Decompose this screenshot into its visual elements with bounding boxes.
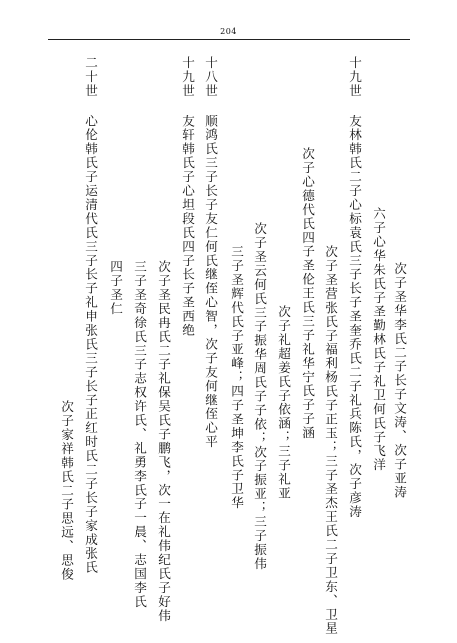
text-column: 三子圣奇徐氏三子志权许氏、礼勇李氏子一晨、志国李氏 bbox=[132, 260, 147, 609]
text-column: 次子圣民冉氏二子礼保吴氏子鹏飞，次一在礼伟纪氏子好伟 bbox=[156, 260, 171, 623]
text-column: 四子圣仁 bbox=[108, 260, 123, 316]
text-column: 次子心德代氏四子圣伦王氏三子礼华宁氏子子涵 bbox=[300, 147, 315, 440]
text-column: 十八世 顺鸿氏三子长子友仁何氏继侄心智，次子友何继侄心平 bbox=[203, 56, 218, 449]
text-column: 十九世 友林韩氏二子心标袁氏三子长子圣奎乔氏二子礼兵陈氏，次子彦涛 bbox=[347, 56, 362, 519]
text-column: 六子心华朱氏子圣勤林氏子礼卫何氏子飞洋 bbox=[371, 207, 386, 473]
page-number: 204 bbox=[220, 27, 237, 36]
text-column: 三子圣辉代氏子亚峰；四子圣坤李氏子卫华 bbox=[229, 245, 244, 511]
text-column: 二十世 心伦韩氏子运清代氏三子长子礼申张氏三子长子正红时氏二子长子家成张氏 bbox=[83, 56, 98, 575]
header-rule bbox=[48, 39, 410, 40]
text-column: 次子圣营张氏子福利杨氏子正玉；三子圣杰王氏二子卫东、卫星 bbox=[323, 245, 338, 636]
text-column: 次子家祥韩氏二子思远、思俊 bbox=[59, 400, 74, 582]
text-column: 次子礼超姜氏子依涵；三子礼亚 bbox=[276, 305, 291, 501]
text-column: 十九世 友轩韩氏子心坦段氏四子长子圣西绝 bbox=[180, 56, 195, 338]
text-column: 次子圣云何氏三子振华周氏子子依；次子振亚；三子振伟 bbox=[252, 222, 267, 571]
text-column: 次子圣华李氏二子长子文涛、次子亚涛 bbox=[392, 262, 407, 500]
